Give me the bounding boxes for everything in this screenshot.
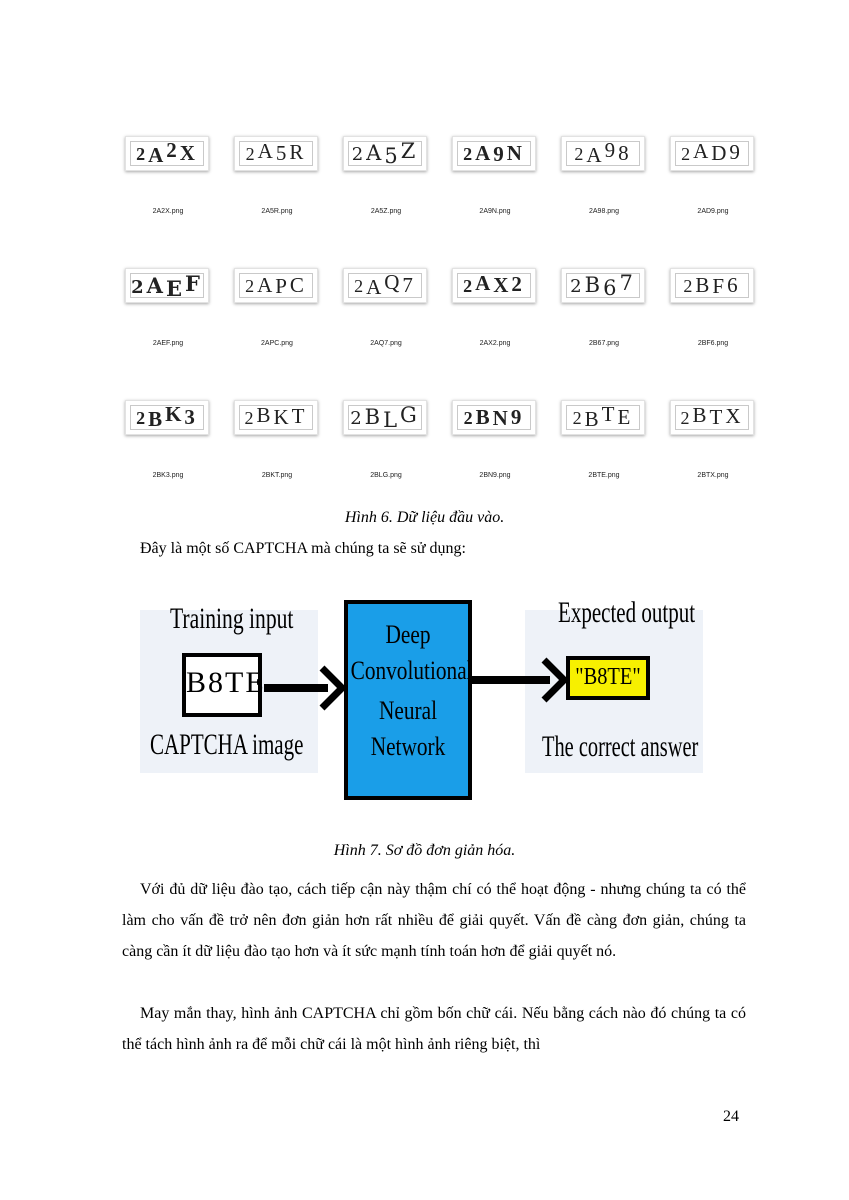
captcha-image [452,400,536,435]
figure-6-caption: Hình 6. Dữ liệu đầu vào. [344,509,505,526]
captcha-tile [122,266,214,347]
captcha-image [452,136,536,171]
captcha-tile [667,134,759,215]
output-value-box [566,656,650,700]
captcha-filename: 2AQ7.png [370,340,402,347]
captcha-code: 2BTE [572,402,634,431]
captcha-tile [667,398,759,479]
page-number: 24 [723,1108,739,1125]
captcha-code: 2BF6 [683,273,741,298]
captcha-tile [667,266,759,347]
captcha-tile [231,266,323,347]
captcha-tile [340,398,432,479]
captcha-code: 2A9N [463,141,525,166]
captcha-code: 2A5R [245,139,307,165]
network-line-1: Deep [385,620,431,649]
captcha-filename: 2BKT.png [261,472,293,479]
captcha-image [343,400,427,435]
captcha-code: 2A98 [574,138,632,167]
captcha-code: 2BN9 [463,405,525,430]
captcha-code: 2BKT [244,403,308,429]
captcha-code: 2BLG [350,403,420,432]
captcha-code: 2A5Z [351,139,419,168]
captcha-tile [558,266,650,347]
captcha-image-label: CAPTCHA image [150,728,304,761]
captcha-filename: 2BTE.png [588,472,620,479]
captcha-code: 2AD9 [681,139,743,165]
neural-network-box [344,600,472,800]
captcha-image [561,400,645,435]
training-input-label: Training input [170,602,294,635]
captcha-image [125,400,209,435]
captcha-code: 2B67 [570,271,636,300]
captcha-filename: 2BLG.png [370,472,402,479]
arrow-right-icon [264,668,342,708]
captcha-filename: 2A5Z.png [370,208,402,215]
captcha-filename: 2AX2.png [479,340,511,347]
captcha-tile [122,398,214,479]
captcha-image [234,268,318,303]
figure-7-caption: Hình 7. Sơ đồ đơn giản hóa. [333,842,516,859]
captcha-code: 2APC [245,273,307,298]
captcha-image [561,136,645,171]
captcha-filename: 2A5R.png [261,208,293,215]
captcha-tile [231,134,323,215]
captcha-image [452,268,536,303]
captcha-image [670,268,754,303]
output-value-text: "B8TE" [575,664,641,690]
captcha-filename: 2BK3.png [152,472,184,479]
captcha-filename: 2B67.png [589,340,619,347]
captcha-filename: 2AD9.png [697,208,729,215]
network-line-3: Neural [378,696,438,725]
captcha-tile [340,134,432,215]
captcha-filename: 2BF6.png [697,340,729,347]
expected-output-label: Expected output [558,596,696,629]
captcha-filename: 2BN9.png [479,472,511,479]
captcha-filename: 2APC.png [261,340,293,347]
captcha-image [343,268,427,303]
captcha-tile [449,134,541,215]
network-line-4: Network [370,732,446,761]
captcha-code: 2BTX [680,403,744,429]
captcha-image [234,136,318,171]
captcha-image [670,400,754,435]
captcha-image [125,136,209,171]
network-line-2: Convolutional [350,656,473,685]
captcha-image [234,400,318,435]
captcha-tile [340,266,432,347]
captcha-code: 2AQ7 [354,270,416,299]
captcha-tile [449,266,541,347]
captcha-image [125,268,209,303]
captcha-image [343,136,427,171]
captcha-image [561,268,645,303]
simplified-diagram [140,596,710,810]
paragraph-1: Với đủ dữ liệu đào tạo, cách tiếp cận này thậm chí có thể hoạt động - nhưng chúng ta có thể làm cho vấn đề trở nên đơn giản hơn rất nhiều để giải quyết. Vấn đề càng đơn giản, chúng ta càng cần ít dữ liệu đào tạo hơn và ít sức mạnh tính toán hơn để giải quyết nó. [122,881,746,960]
arrow-right-icon [472,660,564,700]
captcha-code: 2AEF [131,271,203,301]
captcha-filename: 2A9N.png [479,208,511,215]
captcha-filename: 2BTX.png [697,472,729,479]
intro-text: Đây là một số CAPTCHA mà chúng ta sẽ sử dụng: [140,540,466,557]
paragraph-2: May mắn thay, hình ảnh CAPTCHA chỉ gồm bốn chữ cái. Nếu bằng cách nào đó chúng ta có thể tách hình ảnh ra để mỗi chữ cái là một hình ảnh riêng biệt, thì [122,1005,746,1053]
captcha-tile [558,134,650,215]
captcha-image [670,136,754,171]
captcha-tile [449,398,541,479]
captcha-filename: 2A2X.png [152,208,184,215]
correct-answer-label: The correct answer [542,730,699,763]
captcha-code: 2AX2 [463,271,525,297]
captcha-tile [558,398,650,479]
captcha-code: 2A2X [136,138,198,167]
captcha-filename: 2A98.png [589,208,619,215]
captcha-tile [122,134,214,215]
captcha-tile [231,398,323,479]
captcha-code: 2BK3 [136,402,198,431]
captcha-filename: 2AEF.png [152,340,184,347]
captcha-input-text: B8TE [186,666,266,699]
